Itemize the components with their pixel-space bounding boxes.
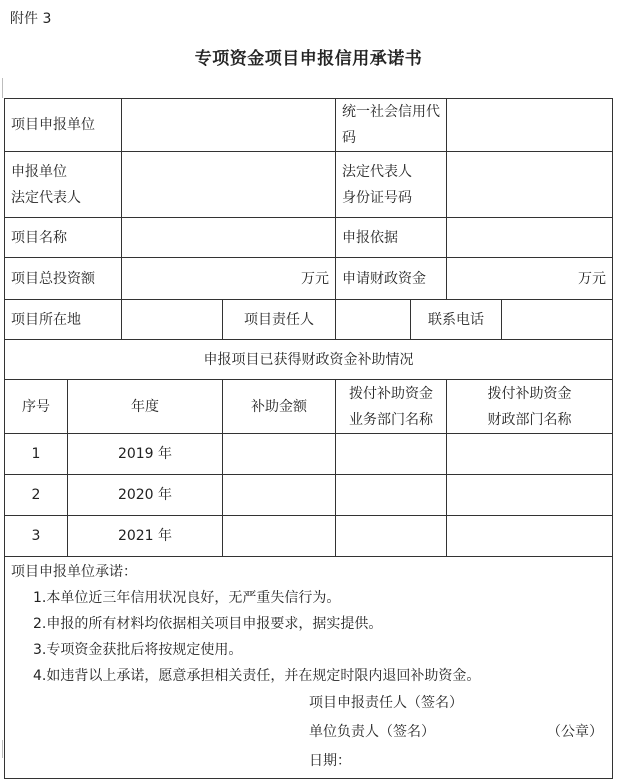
pledge-item: 1.本单位近三年信用状况良好，无严重失信行为。 bbox=[33, 590, 341, 606]
pledge-title: 项目申报单位承诺： bbox=[11, 564, 137, 580]
legal-id-label-line1: 法定代表人 bbox=[342, 163, 413, 180]
subsidy-row-year: 2020 年 bbox=[68, 475, 223, 516]
pledge-item: 2.申报的所有材料均依据相关项目申报要求，据实提供。 bbox=[33, 616, 383, 632]
date-line bbox=[11, 747, 606, 776]
subsidy-row-finance-dept[interactable] bbox=[447, 434, 613, 475]
subsidy-row-index: 2 bbox=[5, 475, 68, 516]
subsidy-row-amount[interactable] bbox=[223, 475, 336, 516]
basis-label: 申报依据 bbox=[336, 218, 447, 258]
pledge-item: 3.专项资金获批后将按规定使用。 bbox=[33, 642, 243, 658]
subsidy-heading: 申报项目已获得财政资金补助情况 bbox=[5, 340, 613, 380]
margin-mark-top bbox=[2, 78, 3, 98]
header-finance-dept bbox=[447, 380, 613, 434]
subsidy-row-index: 1 bbox=[5, 434, 68, 475]
pledge-section bbox=[5, 557, 613, 779]
row-pledge bbox=[5, 557, 613, 779]
row-subsidy-headers bbox=[5, 380, 613, 434]
applicant-unit-label: 项目申报单位 bbox=[5, 99, 122, 152]
date-label: 日期： bbox=[309, 753, 351, 769]
legal-id-label-line2: 身份证号码 bbox=[342, 189, 413, 206]
legal-id-label bbox=[336, 152, 447, 218]
applicant-unit-value[interactable] bbox=[122, 99, 336, 152]
header-business-dept-line2: 业务部门名称 bbox=[349, 411, 434, 428]
contact-phone-label: 联系电话 bbox=[411, 300, 502, 340]
sign-head-label: 单位负责人（签名） bbox=[309, 724, 435, 740]
row-location bbox=[5, 300, 613, 340]
subsidy-row-amount[interactable] bbox=[223, 516, 336, 557]
header-year: 年度 bbox=[68, 380, 223, 434]
header-finance-dept-line2: 财政部门名称 bbox=[487, 411, 572, 428]
subsidy-row-amount[interactable] bbox=[223, 434, 336, 475]
project-name-label: 项目名称 bbox=[5, 218, 122, 258]
attachment-label: 附件 3 bbox=[10, 11, 52, 27]
row-legal-representative bbox=[5, 152, 613, 218]
official-seal-label: （公章） bbox=[547, 724, 603, 740]
subsidy-row bbox=[5, 475, 613, 516]
row-project-name bbox=[5, 218, 613, 258]
credit-pledge-form bbox=[4, 98, 613, 779]
subsidy-row bbox=[5, 434, 613, 475]
total-investment-label: 项目总投资额 bbox=[5, 258, 122, 300]
credit-code-label: 统一社会信用代码 bbox=[336, 99, 447, 152]
location-label: 项目所在地 bbox=[5, 300, 122, 340]
row-subsidy-heading bbox=[5, 340, 613, 380]
legal-rep-label-line2: 法定代表人 bbox=[11, 189, 81, 206]
subsidy-row-index: 3 bbox=[5, 516, 68, 557]
subsidy-row-year: 2019 年 bbox=[68, 434, 223, 475]
header-index: 序号 bbox=[5, 380, 68, 434]
legal-rep-label-line1: 申报单位 bbox=[11, 163, 67, 180]
sign-responsible-line bbox=[11, 689, 606, 718]
header-business-dept-line1: 拨付补助资金 bbox=[349, 385, 434, 402]
subsidy-row-finance-dept[interactable] bbox=[447, 475, 613, 516]
row-investment bbox=[5, 258, 613, 300]
header-finance-dept-line1: 拨付补助资金 bbox=[487, 385, 572, 402]
header-amount: 补助金额 bbox=[223, 380, 336, 434]
sign-responsible-label: 项目申报责任人（签名） bbox=[309, 695, 463, 711]
responsible-person-label: 项目责任人 bbox=[223, 300, 336, 340]
contact-phone-value[interactable] bbox=[502, 300, 613, 340]
subsidy-row-finance-dept[interactable] bbox=[447, 516, 613, 557]
project-name-value[interactable] bbox=[122, 218, 336, 258]
legal-rep-value[interactable] bbox=[122, 152, 336, 218]
sign-head-line bbox=[11, 718, 606, 747]
subsidy-row-year: 2021 年 bbox=[68, 516, 223, 557]
document-title: 专项资金项目申报信用承诺书 bbox=[194, 49, 423, 69]
fiscal-request-value[interactable]: 万元 bbox=[447, 258, 613, 300]
location-value[interactable] bbox=[122, 300, 223, 340]
basis-value[interactable] bbox=[447, 218, 613, 258]
subsidy-row-business-dept[interactable] bbox=[336, 516, 447, 557]
total-investment-value[interactable]: 万元 bbox=[122, 258, 336, 300]
pledge-item: 4.如违背以上承诺，愿意承担相关责任，并在规定时限内退回补助资金。 bbox=[33, 668, 481, 684]
row-applicant-unit bbox=[5, 99, 613, 152]
subsidy-row bbox=[5, 516, 613, 557]
responsible-person-value[interactable] bbox=[336, 300, 411, 340]
legal-rep-label bbox=[5, 152, 122, 218]
credit-code-value[interactable] bbox=[447, 99, 613, 152]
header-business-dept bbox=[336, 380, 447, 434]
fiscal-request-label: 申请财政资金 bbox=[336, 258, 447, 300]
legal-id-value[interactable] bbox=[447, 152, 613, 218]
subsidy-row-business-dept[interactable] bbox=[336, 434, 447, 475]
subsidy-row-business-dept[interactable] bbox=[336, 475, 447, 516]
margin-mark-bottom bbox=[2, 740, 3, 758]
